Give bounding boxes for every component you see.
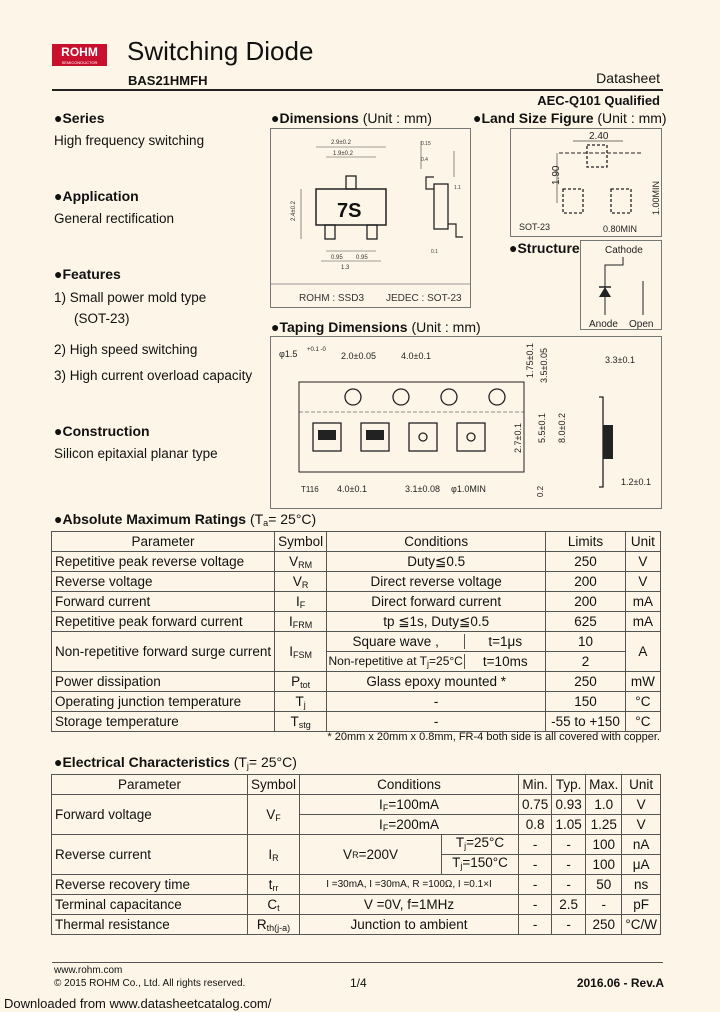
taping-dim: 4.0±0.1 <box>401 351 431 361</box>
lead-top <box>346 176 356 189</box>
land-pad-right <box>611 189 631 213</box>
table-row-surge: Non-repetitive at $T_j=25^\circ C$ t=10ms 2 <box>52 652 661 672</box>
table-row: Repetitive peak reverse voltage $V_{RM}$ Duty≦0.5 250 V <box>52 552 661 572</box>
tape-side-view <box>599 397 603 487</box>
page-number: 1/4 <box>350 976 367 990</box>
revision: 2016.06 - Rev.A <box>576 976 664 990</box>
land-pad-left <box>563 189 583 213</box>
dim-label: 2.9±0.2 <box>331 140 351 146</box>
col-header: Parameter <box>52 532 275 552</box>
col-header: Unit <box>625 532 660 552</box>
footer-url[interactable]: www.rohm.com <box>54 965 123 976</box>
land-size-heading: ●Land Size Figure (Unit : mm) <box>473 110 667 126</box>
abs-max-table <box>51 531 661 732</box>
taping-dim: 4.0±0.1 <box>337 484 367 494</box>
footer-copyright: © 2015 ROHM Co., Ltd. All rights reserved. <box>54 978 246 989</box>
part-number: BAS21HMFH <box>128 73 208 88</box>
dim-label: 0.95 <box>331 255 343 261</box>
taping-dim: 8.0±0.2 <box>557 413 567 443</box>
diode-symbol <box>599 287 611 297</box>
land-size-figure <box>510 128 662 237</box>
rohm-logo: ROHM SEMICONDUCTOR <box>52 44 107 66</box>
feature-item: 1) Small power mold type <box>54 290 207 305</box>
col-header: Symbol <box>275 532 327 552</box>
component-pockets <box>313 423 485 451</box>
dim-label: 0.95 <box>356 255 368 261</box>
land-pad-width: 0.80MIN <box>603 224 638 234</box>
logo-subtext: SEMICONDUCTOR <box>61 60 98 65</box>
sot23-drawing <box>271 129 470 307</box>
open-label: Open <box>629 319 654 329</box>
taping-dim: +0.1 -0 <box>307 347 326 353</box>
lead-right <box>367 225 377 239</box>
lead-left <box>325 225 335 239</box>
table-row: Operating junction temperature $T_j$ - 150 °C <box>52 692 661 712</box>
table-header-row <box>52 532 661 552</box>
structure-heading: ●Structure <box>509 240 580 256</box>
dimensions-figure <box>270 128 471 308</box>
series-text: High frequency switching <box>54 133 205 148</box>
anode-label: Anode <box>589 319 618 329</box>
tape-body <box>299 382 524 472</box>
dim-label: 0.4 <box>421 157 428 163</box>
table-row: Reverse voltage $V_R$ Direct reverse voltage 200 V <box>52 572 661 592</box>
taping-dim: 0.2 <box>536 485 545 497</box>
taping-code: T116 <box>301 485 319 494</box>
dim-label: 0.1 <box>431 249 438 255</box>
table-row: Reverse recovery time $t_{rr}$ I =30mA, I =30mA, R =100Ω, I =0.1×I - - 50 ns <box>52 875 661 895</box>
construction-heading: ●Construction <box>54 423 150 439</box>
page-title: Switching Diode <box>127 36 314 66</box>
dim-label: 1.3 <box>341 265 350 271</box>
side-view <box>434 184 448 229</box>
construction-text: Silicon epitaxial planar type <box>54 446 218 461</box>
feature-item: (SOT-23) <box>74 311 130 326</box>
footer-rule <box>52 962 663 963</box>
table-row: Forward current $I_F$ Direct forward current 200 mA <box>52 592 661 612</box>
land-width: 2.40 <box>589 131 609 142</box>
dim-label: 1.1 <box>454 185 461 191</box>
taping-dim: 2.0±0.05 <box>341 351 376 361</box>
table-row: Reverse current $I_R$ V R =200V $T_j=25^\circ C$ $T_j=150^\circ C$ - - 100 nA <box>52 835 661 855</box>
features-heading: ●Features <box>54 266 121 282</box>
taping-dim: φ1.0MIN <box>451 484 486 494</box>
table-row: Repetitive peak forward current $I_{FRM}$ tp ≦1s, Duty≦0.5 625 mA <box>52 612 661 632</box>
abs-max-heading: ●Absolute Maximum Ratings $(T_a= 25^\circ C)$ <box>54 511 317 528</box>
doc-type: Datasheet <box>596 70 660 86</box>
elec-heading: ●Electrical Characteristics $(T_j= 25^\circ C)$ <box>54 754 297 771</box>
feature-item: 2) High speed switching <box>54 342 198 357</box>
table-row: Terminal capacitance $C_t$ V =0V, f=1MHz - 2.5 - pF <box>52 895 661 915</box>
taping-dim: φ1.5 <box>279 349 298 359</box>
land-pad-height: 1.00MIN <box>651 180 661 215</box>
table-row-surge: Non-repetitive forward surge current $I_{FSM}$ Square wave , t=1μs 10 A <box>52 632 661 652</box>
table-row: Storage temperature $T_{stg}$ - -55 to +150 °C <box>52 712 661 732</box>
jedec-package-code: JEDEC : SOT-23 <box>386 293 462 304</box>
taping-dim: 3.5±0.05 <box>539 348 549 383</box>
sprocket-holes <box>345 389 505 405</box>
table-row: Power dissipation $P_{tot}$ Glass epoxy mounted * 250 mW <box>52 672 661 692</box>
table-row: Thermal resistance $R_{th(j-a)}$ Junction to ambient - - 250 °C/W <box>52 915 661 935</box>
rohm-package-code: ROHM : SSD3 <box>299 293 365 304</box>
taping-dim: 5.5±0.1 <box>537 413 547 443</box>
cathode-label: Cathode <box>605 245 643 256</box>
dim-label: 1.9±0.2 <box>333 151 353 157</box>
marking-text: 7S <box>337 200 362 222</box>
abs-max-note: * 20mm x 20mm x 0.8mm, FR-4 both side is all covered with copper. <box>327 731 660 743</box>
table-row: $I_F=200mA$ 0.8 1.05 1.25 V <box>52 815 661 835</box>
land-package: SOT-23 <box>519 222 551 232</box>
taping-dim: 3.3±0.1 <box>605 355 635 365</box>
application-text: General rectification <box>54 211 175 226</box>
table-header-row: Parameter Symbol Conditions Min. Typ. Max. Unit <box>52 775 661 795</box>
col-header: Conditions <box>327 532 546 552</box>
taping-dim: 2.7±0.1 <box>513 423 523 453</box>
taping-dim: 1.2±0.1 <box>621 477 651 487</box>
taping-dim: 3.1±0.08 <box>405 484 440 494</box>
land-height: 1.90 <box>551 165 562 185</box>
table-row: - - 100 μA <box>52 855 661 875</box>
structure-figure <box>580 240 662 330</box>
feature-item: 3) High current overload capacity <box>54 368 253 383</box>
series-heading: ●Series <box>54 110 105 126</box>
download-link[interactable]: Downloaded from www.datasheetcatalog.com/ <box>4 996 272 1011</box>
qualification: AEC-Q101 Qualified <box>537 93 660 108</box>
taping-heading: ●Taping Dimensions (Unit : mm) <box>271 319 481 335</box>
taping-dim: 1.75±0.1 <box>525 343 535 378</box>
application-heading: ●Application <box>54 188 139 204</box>
dimensions-heading: ●Dimensions (Unit : mm) <box>271 110 432 126</box>
header-rule <box>52 89 663 91</box>
table-row: Forward voltage $V_F$ $I_F=100mA$ 0.75 0.93 1.0 V <box>52 795 661 815</box>
dim-label: 2.4±0.2 <box>291 201 297 221</box>
elec-table <box>51 774 661 935</box>
col-header: Limits <box>546 532 626 552</box>
land-pad-top <box>587 145 607 167</box>
taping-figure <box>270 336 662 509</box>
dim-label: 0.15 <box>421 141 431 147</box>
